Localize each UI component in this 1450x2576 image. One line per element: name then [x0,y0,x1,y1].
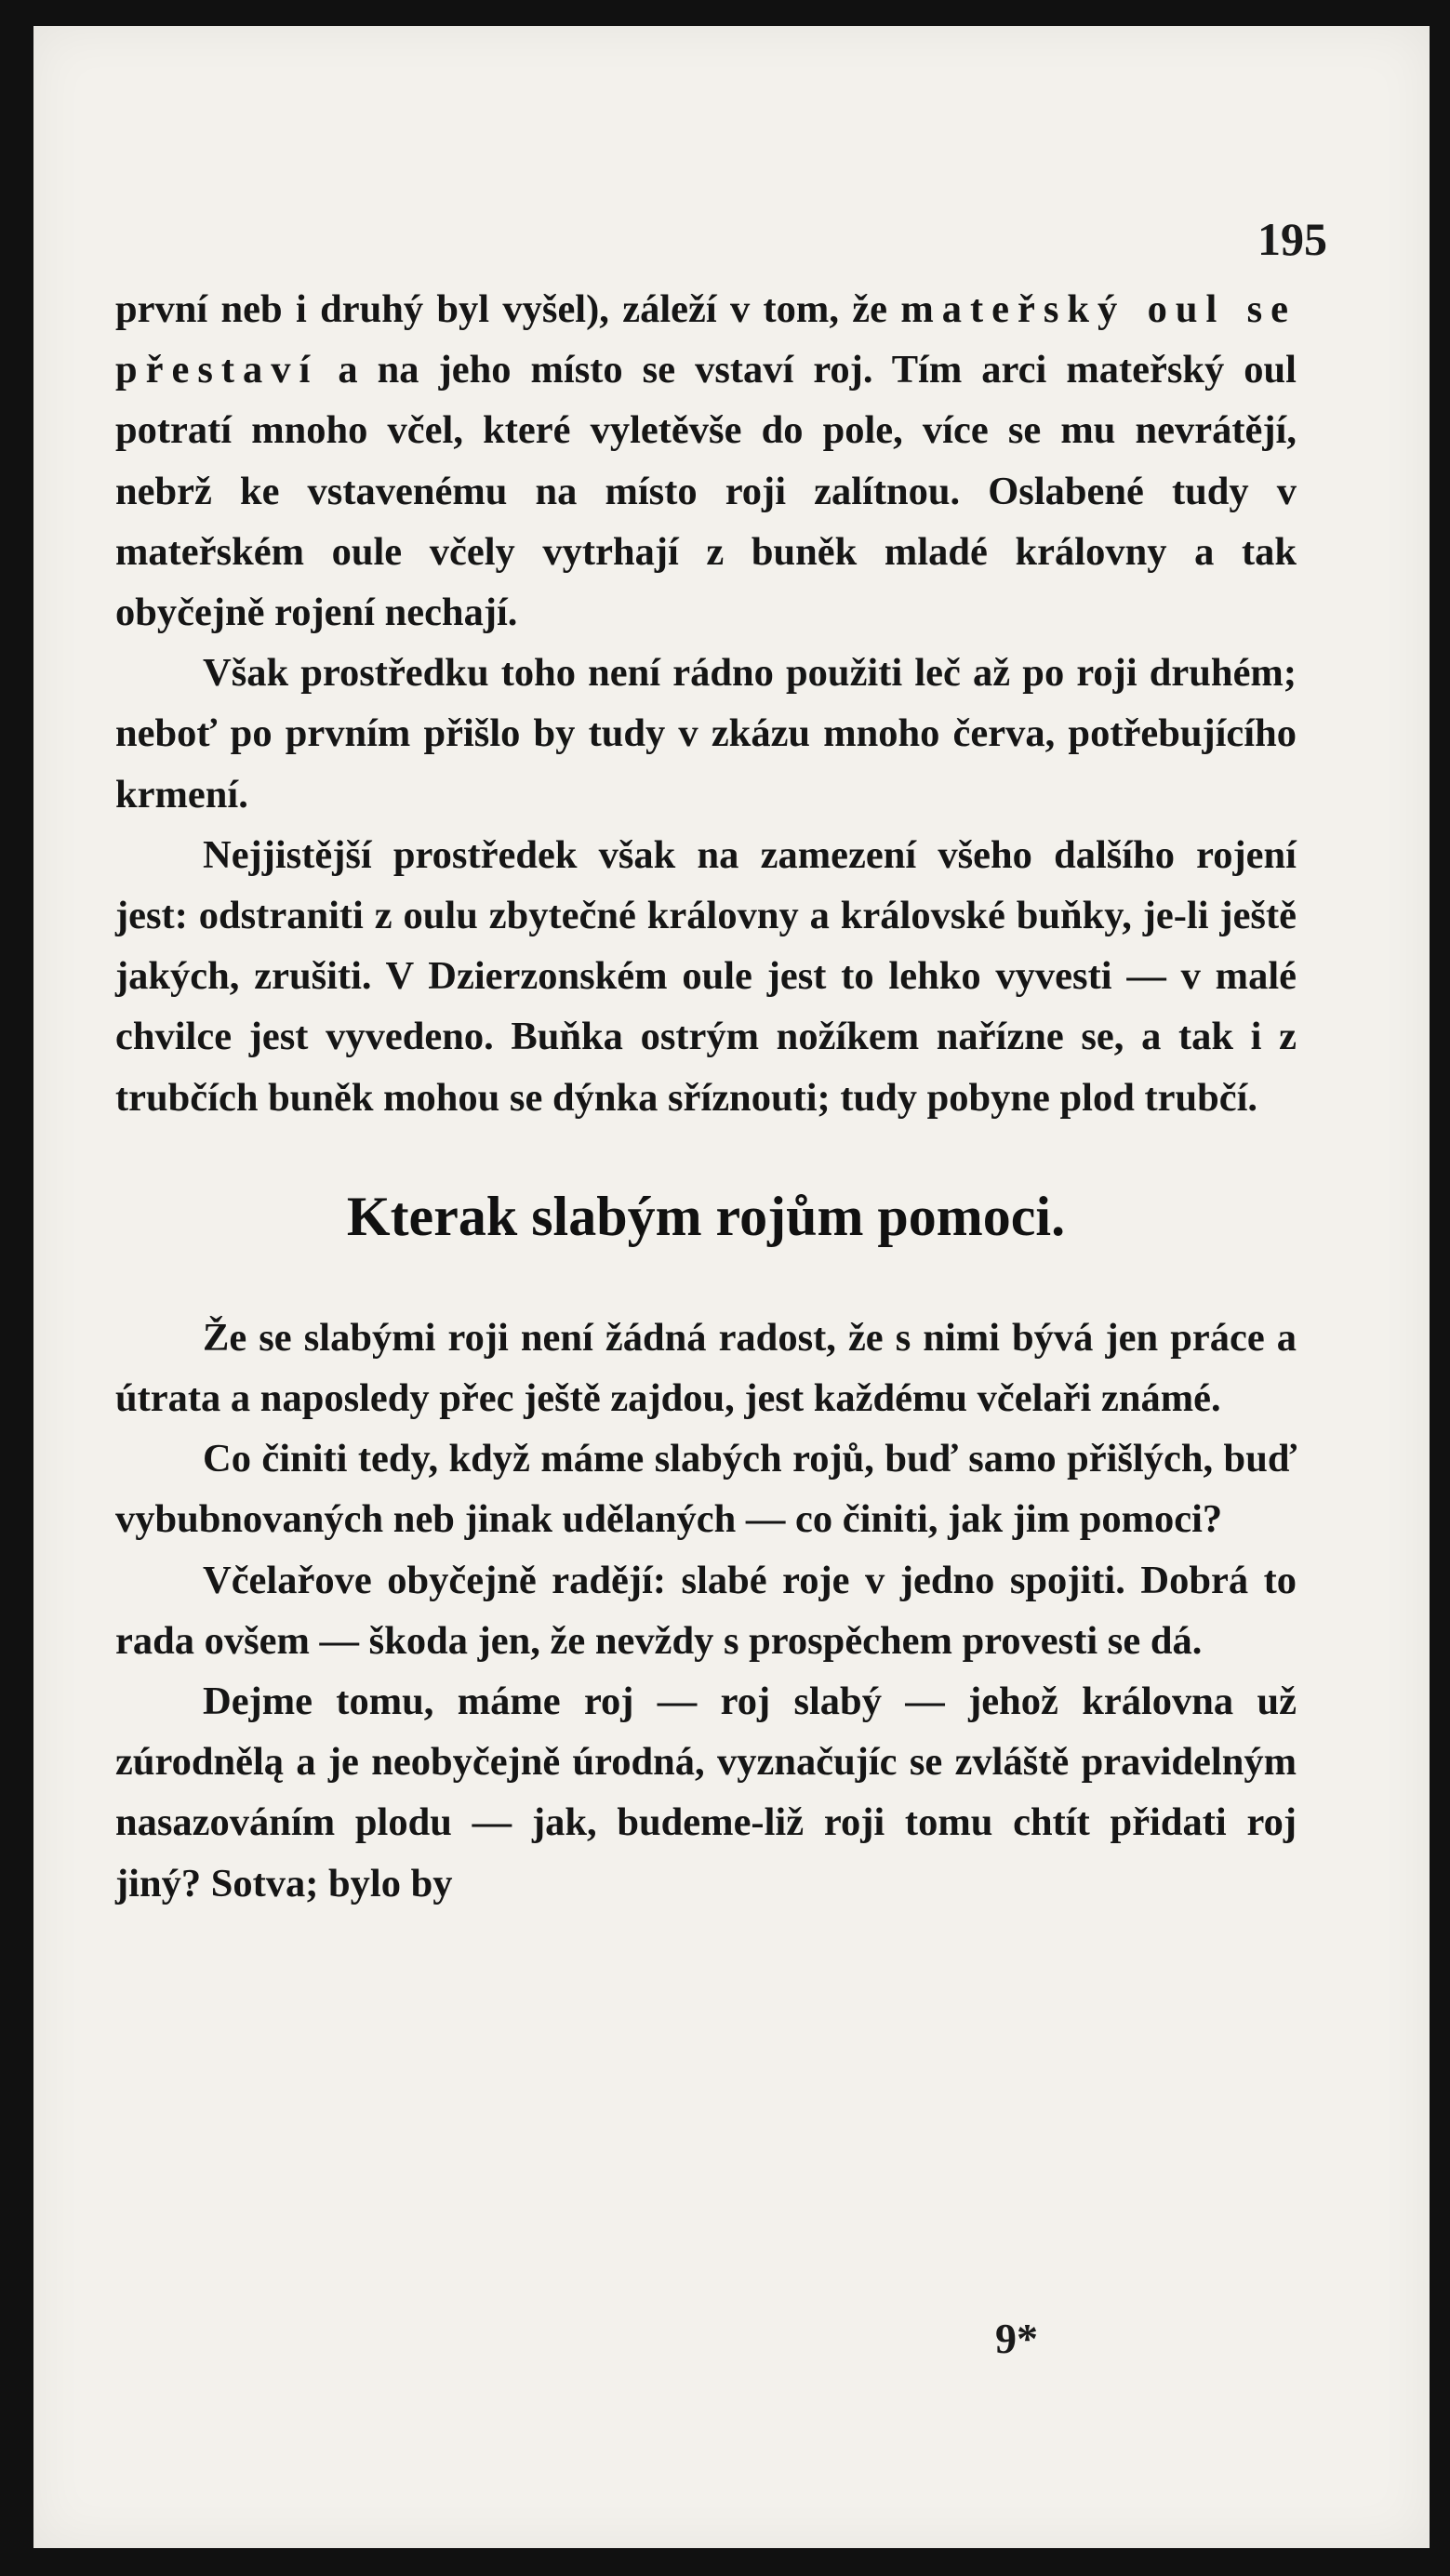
section-heading: Kterak slabým rojům pomoci. [346,1185,1066,1247]
paragraph-continuation [115,279,1297,643]
page-number: 195 [1257,213,1327,265]
paragraph: Dejme tomu, máme roj — roj slabý — jehož královna už zúrodnělą a je neobyčejně úrodná, vyznačujíc se zvláště pravidelným nasazováním plodu — jak, budeme-liž roji tomu chtít přidati roj jiný? Sotva; bylo by [115,1680,1297,1905]
scan-frame-bottom [0,2548,1450,2576]
scan-frame-left [0,0,33,2576]
signature-mark: 9* [995,2315,1038,2362]
paragraph-text-emphasis: mateřský oul se přestaví [115,287,1297,392]
scan-frame-right [1430,0,1450,2576]
paragraph: Že se slabými roji není žádná radost, že s nimi bývá jen práce a útrata a naposledy přec ještě zajdou, jest každému včelaři známé. [115,1315,1297,1421]
paragraph-text-post: a na jeho místo se vstaví roj. Tím arci mateřský oul potratí mnoho včel, které vyletěvše do pole, více se mu nevrátějí, nebrž ke vstavenému na místo roji zalítnou. Oslabené tudy v mateřském oule včely vytrhají z buněk mladé královny a tak obyčejně rojení nechají. [115,348,1297,635]
paragraph: Co činiti tedy, když máme slabých rojů, buď samo přišlých, buď vybubnovaných neb jinak udělaných — co činiti, jak jim pomoci? [115,1437,1297,1542]
page-body [115,279,1297,1914]
paragraph: Včelařove obyčejně radějí: slabé roje v jedno spojiti. Dobrá to rada ovšem — škoda jen, že nevždy s prospěchem provesti se dá. [115,1558,1297,1663]
paragraph: Však prostředku toho není rádno použiti leč až po roji druhém; neboť po prvním přišlo by tudy v zkázu mnoho červa, potřebujícího krmení. [115,651,1297,817]
paragraph: Nejjistější prostředek však na zamezení všeho dalšího rojení jest: odstraniti z oulu zbytečné královny a královské buňky, je-li ještě jakých, zrušiti. V Dzierzonském oule jest to lehko vyvesti — v malé chvilce jest vyvedeno. Buňka ostrým nožíkem nařízne se, a tak i z trubčích buněk mohou se dýnka sříznouti; tudy pobyne plod trubčí. [115,832,1297,1120]
scan-frame-top [0,0,1450,26]
paragraph-text-pre: první neb i druhý byl vyšel), záleží v tom, že [115,287,901,331]
